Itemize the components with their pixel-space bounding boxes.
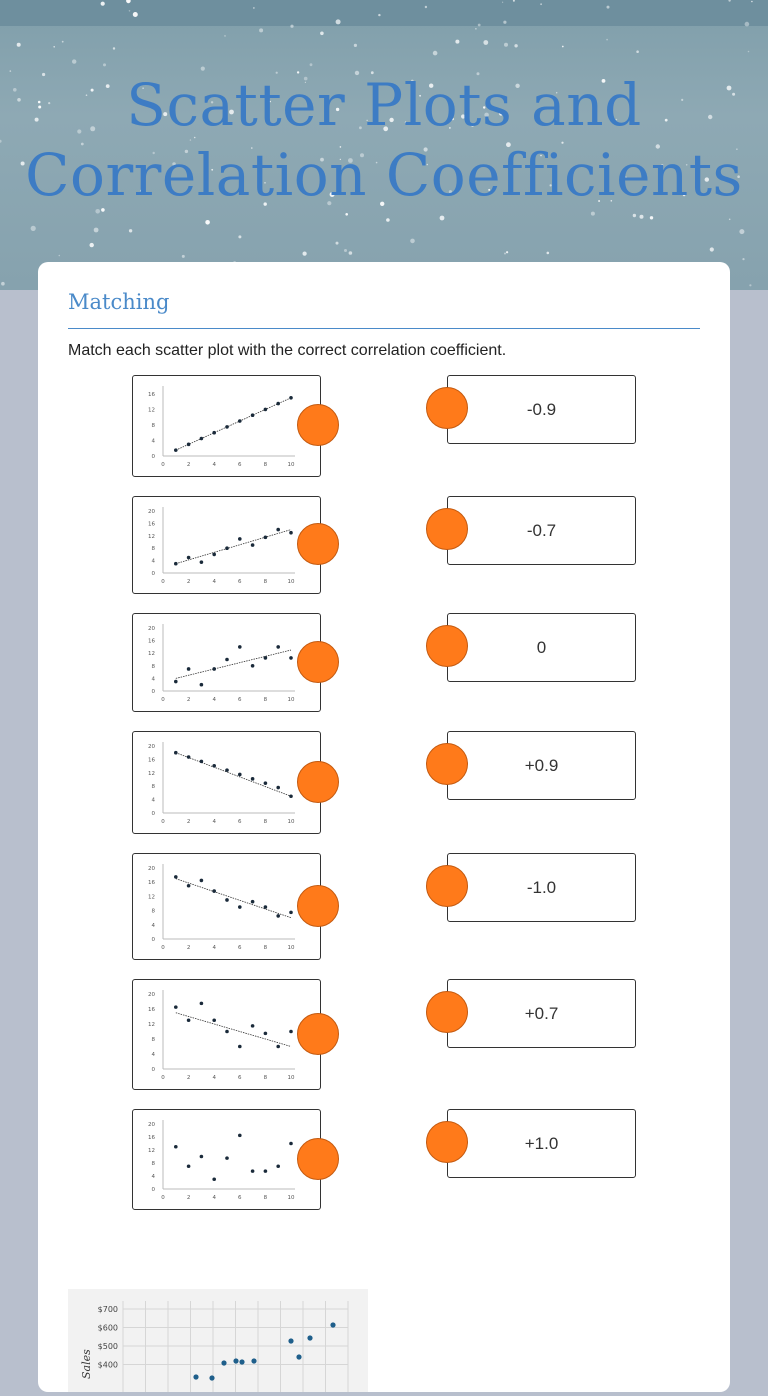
- scatter-plot-3: [133, 614, 320, 711]
- y-tick-label: $400: [97, 1360, 118, 1370]
- x-tick-label: 10: [287, 462, 295, 468]
- x-tick-label: 4: [212, 462, 216, 468]
- y-tick-label: 12: [148, 894, 155, 901]
- y-tick-label: 20: [148, 744, 155, 750]
- trend-line: [176, 1013, 291, 1047]
- data-point: [289, 531, 293, 535]
- data-point: [200, 760, 204, 764]
- y-tick-label: 16: [148, 1007, 155, 1013]
- snowflake: [1, 282, 5, 286]
- data-point: [212, 764, 216, 768]
- x-tick-label: 0: [161, 945, 165, 951]
- trend-line: [176, 753, 291, 797]
- snowflake: [349, 251, 353, 255]
- data-point: [200, 437, 204, 441]
- snowflake: [547, 252, 550, 255]
- x-tick-label: 0: [161, 697, 165, 703]
- x-tick-label: 10: [287, 1075, 295, 1081]
- answer-card-2[interactable]: [447, 496, 636, 565]
- scatter-plot-2: [133, 497, 320, 593]
- x-tick-label: 10: [287, 697, 295, 703]
- snowflake: [31, 226, 36, 231]
- match-handle-plot-7[interactable]: [297, 1138, 339, 1180]
- data-point: [238, 419, 242, 423]
- data-point: [221, 1360, 226, 1365]
- data-point: [212, 889, 216, 893]
- data-point: [238, 537, 242, 541]
- snowflake: [504, 253, 506, 255]
- data-point: [187, 667, 191, 671]
- data-point: [187, 884, 191, 888]
- answer-card-3[interactable]: [447, 613, 636, 682]
- data-point: [238, 645, 242, 649]
- data-point: [251, 777, 255, 781]
- snowflake: [606, 39, 608, 41]
- data-point: [276, 645, 280, 649]
- data-point: [251, 1358, 256, 1363]
- snowflake: [478, 24, 481, 27]
- y-tick-label: 16: [148, 757, 155, 764]
- x-tick-label: 4: [212, 1075, 216, 1081]
- match-handle-plot-5[interactable]: [297, 885, 339, 927]
- x-tick-label: 10: [287, 579, 295, 585]
- page-title: Scatter Plots and Correlation Coefficients: [25, 71, 743, 209]
- snowflake: [62, 41, 64, 43]
- trend-line: [176, 398, 291, 450]
- data-point: [289, 396, 293, 400]
- x-tick-label: 4: [212, 697, 216, 703]
- y-tick-label: 20: [148, 866, 155, 872]
- y-tick-label: 12: [148, 651, 155, 658]
- snowflake: [729, 219, 731, 221]
- match-handle-plot-6[interactable]: [297, 1013, 339, 1055]
- snowflake: [303, 252, 307, 256]
- y-tick-label: 8: [151, 422, 155, 429]
- y-tick-label: 0: [151, 1187, 155, 1193]
- snowflake: [354, 44, 357, 47]
- scatter-plot-card-1[interactable]: [132, 375, 321, 477]
- data-point: [174, 562, 178, 566]
- x-tick-label: 4: [212, 1195, 216, 1201]
- x-tick-label: 8: [263, 945, 268, 951]
- snowflake: [748, 51, 750, 53]
- y-tick-label: 16: [148, 391, 155, 398]
- snowflake: [636, 50, 639, 53]
- answer-card-7[interactable]: [447, 1109, 636, 1178]
- data-point: [200, 1002, 204, 1006]
- data-point: [200, 560, 204, 564]
- scatter-plot-card-5[interactable]: [132, 853, 321, 960]
- y-tick-label: 20: [148, 626, 155, 632]
- snowflake: [17, 43, 21, 47]
- y-tick-label: 12: [148, 1148, 155, 1154]
- x-tick-label: 0: [161, 1195, 165, 1201]
- x-tick-label: 2: [186, 945, 191, 951]
- data-point: [239, 1359, 244, 1364]
- x-tick-label: 6: [238, 1195, 242, 1201]
- snowflake: [607, 6, 610, 9]
- x-tick-label: 2: [186, 579, 191, 585]
- section-divider: [68, 328, 700, 329]
- snowflake: [182, 255, 185, 258]
- data-point: [264, 408, 268, 412]
- x-tick-label: 8: [263, 1195, 268, 1201]
- y-tick-label: 0: [151, 454, 155, 460]
- x-tick-label: 2: [186, 1195, 191, 1201]
- snowflake: [728, 0, 730, 2]
- snowflake: [336, 19, 341, 24]
- y-tick-label: 20: [148, 509, 155, 515]
- y-tick-label: 4: [151, 1052, 155, 1058]
- y-tick-label: 12: [148, 407, 155, 414]
- scatter-plot-4: [133, 732, 320, 833]
- x-tick-label: 8: [263, 819, 268, 825]
- y-tick-label: 0: [151, 937, 155, 943]
- snowflake: [320, 32, 324, 36]
- snowflake: [440, 216, 445, 221]
- data-point: [251, 413, 255, 417]
- snowflake: [129, 229, 132, 232]
- data-point: [225, 898, 229, 902]
- match-handle-answer-3[interactable]: [426, 625, 468, 667]
- trend-line: [176, 530, 291, 564]
- data-point: [174, 1145, 178, 1149]
- snowflake: [59, 255, 61, 257]
- data-point: [238, 905, 242, 909]
- x-tick-label: 4: [212, 579, 216, 585]
- data-point: [264, 905, 268, 909]
- bottom-scatter-chart: [68, 1289, 368, 1392]
- data-point: [174, 875, 178, 879]
- scatter-plot-card-4[interactable]: [132, 731, 321, 834]
- snowflake: [475, 28, 477, 30]
- match-handle-plot-4[interactable]: [297, 761, 339, 803]
- scatter-plot-6: [133, 980, 320, 1089]
- snowflake: [425, 6, 427, 8]
- data-point: [251, 664, 255, 668]
- answer-label: -1.0: [526, 878, 557, 897]
- snowflake: [742, 258, 744, 260]
- snowflake: [103, 63, 106, 66]
- x-tick-label: 10: [287, 819, 295, 825]
- y-tick-label: 0: [151, 571, 155, 577]
- y-tick-label: 8: [151, 663, 155, 670]
- y-tick-label: 8: [151, 1161, 155, 1167]
- x-tick-label: 8: [263, 697, 268, 703]
- snowflake: [72, 59, 76, 63]
- snowflake: [238, 235, 241, 238]
- y-tick-label: 20: [148, 1122, 155, 1128]
- data-point: [187, 1018, 191, 1022]
- x-tick-label: 2: [186, 462, 191, 468]
- data-point: [289, 794, 293, 798]
- data-point: [276, 1164, 280, 1168]
- x-tick-label: 2: [186, 697, 191, 703]
- snowflake: [506, 251, 508, 253]
- match-handle-plot-3[interactable]: [297, 641, 339, 683]
- x-tick-label: 10: [287, 945, 295, 951]
- data-point: [296, 1354, 301, 1359]
- y-tick-label: 12: [148, 533, 155, 540]
- snowflake: [290, 25, 293, 28]
- data-point: [212, 553, 216, 557]
- x-tick-label: 6: [238, 697, 242, 703]
- answer-label: 0: [536, 638, 547, 657]
- y-tick-label: 20: [148, 992, 155, 998]
- y-tick-label: 16: [148, 880, 155, 887]
- snowflake: [378, 14, 380, 16]
- x-tick-label: 6: [238, 462, 242, 468]
- snowflake: [710, 247, 714, 251]
- y-tick-label: 16: [148, 521, 155, 528]
- snowflake: [433, 51, 438, 56]
- y-tick-label: $600: [97, 1323, 118, 1333]
- snowflake: [540, 3, 542, 5]
- data-point: [276, 528, 280, 532]
- data-point: [187, 556, 191, 560]
- data-point: [212, 667, 216, 671]
- x-tick-label: 6: [238, 819, 242, 825]
- x-tick-label: 8: [263, 579, 268, 585]
- answer-label: -0.9: [526, 400, 557, 419]
- x-tick-label: 0: [161, 579, 165, 585]
- data-point: [193, 1374, 198, 1379]
- header-banner: [0, 0, 768, 290]
- y-tick-label: $500: [97, 1342, 118, 1351]
- x-tick-label: 10: [287, 1195, 295, 1201]
- data-point: [330, 1322, 335, 1327]
- data-point: [187, 755, 191, 759]
- snowflake: [113, 47, 115, 49]
- match-handle-answer-7[interactable]: [426, 1121, 468, 1163]
- x-tick-label: 2: [186, 1075, 191, 1081]
- instructions: Match each scatter plot with the correct correlation coefficient.: [68, 342, 507, 359]
- answer-card-5[interactable]: [447, 853, 636, 922]
- snowflake: [591, 212, 595, 216]
- snowflake: [386, 218, 390, 222]
- data-point: [225, 1030, 229, 1034]
- data-point: [225, 546, 229, 550]
- data-point: [289, 1030, 293, 1034]
- y-tick-label: 16: [148, 638, 155, 645]
- x-tick-label: 6: [238, 579, 242, 585]
- data-point: [233, 1358, 238, 1363]
- snowflake: [504, 43, 508, 47]
- answer-label: +0.9: [524, 756, 559, 775]
- match-handle-plot-1[interactable]: [297, 404, 339, 446]
- x-tick-label: 4: [212, 945, 216, 951]
- data-point: [276, 914, 280, 918]
- data-point: [212, 431, 216, 435]
- y-tick-label: 8: [151, 908, 155, 915]
- answer-label: +0.7: [524, 1004, 559, 1023]
- data-point: [264, 1032, 268, 1036]
- scatter-plot-card-7[interactable]: [132, 1109, 321, 1210]
- snowflake: [410, 239, 415, 244]
- y-axis-label: Sales: [80, 1349, 93, 1379]
- match-handle-answer-4[interactable]: [426, 743, 468, 785]
- snowflake: [751, 1, 753, 3]
- y-tick-label: 16: [148, 1135, 155, 1141]
- data-point: [264, 536, 268, 540]
- snowflake: [259, 28, 263, 32]
- y-tick-label: 0: [151, 1067, 155, 1073]
- section-title: Matching: [68, 290, 170, 314]
- bottom-scatter-image: [68, 1289, 368, 1392]
- scatter-plot-1: [133, 376, 320, 476]
- snowflake: [503, 21, 506, 24]
- x-tick-label: 8: [263, 1075, 268, 1081]
- snowflake: [129, 10, 131, 12]
- x-tick-label: 6: [238, 1075, 242, 1081]
- snowflake: [253, 7, 254, 8]
- y-tick-label: 4: [151, 676, 155, 683]
- data-point: [174, 751, 178, 755]
- data-point: [238, 1134, 242, 1138]
- snowflake: [126, 0, 131, 3]
- answer-label: -0.7: [526, 521, 557, 540]
- snowflake: [101, 2, 105, 6]
- x-tick-label: 4: [212, 819, 216, 825]
- y-tick-label: 0: [151, 811, 155, 817]
- data-point: [251, 543, 255, 547]
- x-tick-label: 2: [186, 819, 191, 825]
- worksheet-card: [38, 262, 730, 1392]
- data-point: [225, 658, 229, 662]
- snowflake: [94, 228, 99, 233]
- snowflake: [345, 213, 348, 216]
- answer-label: +1.0: [524, 1134, 559, 1153]
- y-tick-label: 4: [151, 438, 155, 445]
- data-point: [289, 1142, 293, 1146]
- snowflake: [483, 40, 488, 45]
- data-point: [187, 1164, 191, 1168]
- scatter-plot-5: [133, 854, 320, 959]
- y-tick-label: 8: [151, 546, 155, 553]
- snowflake: [310, 63, 313, 66]
- snowflake: [739, 229, 744, 234]
- data-point: [307, 1335, 312, 1340]
- snowflake: [53, 46, 55, 48]
- data-point: [276, 402, 280, 406]
- y-tick-label: 4: [151, 797, 155, 804]
- answer-card-6[interactable]: [447, 979, 636, 1048]
- y-tick-label: 12: [148, 770, 155, 777]
- answer-card-4[interactable]: [447, 731, 636, 800]
- snowflake: [205, 220, 210, 225]
- y-tick-label: 0: [151, 689, 155, 695]
- data-point: [200, 879, 204, 883]
- trend-line: [176, 879, 291, 918]
- data-point: [174, 680, 178, 684]
- data-point: [238, 1045, 242, 1049]
- x-tick-label: 0: [161, 462, 165, 468]
- snowflake: [633, 214, 636, 217]
- data-point: [225, 425, 229, 429]
- scatter-plot-card-2[interactable]: [132, 496, 321, 594]
- trend-line: [176, 650, 291, 678]
- snowflake: [513, 0, 515, 2]
- snowflake: [640, 215, 644, 219]
- data-point: [251, 1169, 255, 1173]
- x-tick-label: 6: [238, 945, 242, 951]
- y-tick-label: 4: [151, 1174, 155, 1180]
- y-tick-label: 8: [151, 1037, 155, 1043]
- data-point: [289, 911, 293, 915]
- match-handle-answer-5[interactable]: [426, 865, 468, 907]
- data-point: [212, 1177, 216, 1181]
- data-point: [200, 683, 204, 687]
- y-tick-label: 8: [151, 784, 155, 791]
- match-handle-answer-6[interactable]: [426, 991, 468, 1033]
- y-tick-label: 12: [148, 1022, 155, 1028]
- data-point: [276, 786, 280, 790]
- snowflake: [455, 40, 459, 44]
- data-point: [289, 656, 293, 660]
- match-handle-answer-1[interactable]: [426, 387, 468, 429]
- data-point: [251, 900, 255, 904]
- data-point: [225, 1156, 229, 1160]
- data-point: [238, 773, 242, 777]
- x-tick-label: 8: [263, 462, 268, 468]
- snowflake: [133, 12, 138, 17]
- scatter-plot-card-6[interactable]: [132, 979, 321, 1090]
- match-handle-answer-2[interactable]: [426, 508, 468, 550]
- x-tick-label: 0: [161, 819, 165, 825]
- snowflake: [749, 284, 751, 286]
- data-point: [264, 781, 268, 785]
- data-point: [276, 1045, 280, 1049]
- x-tick-label: 0: [161, 1075, 165, 1081]
- data-point: [264, 1169, 268, 1173]
- data-point: [187, 443, 191, 447]
- y-tick-label: 4: [151, 922, 155, 929]
- data-point: [174, 448, 178, 452]
- snowflake: [650, 216, 653, 219]
- data-point: [264, 656, 268, 660]
- y-tick-label: $700: [97, 1305, 118, 1314]
- data-point: [225, 768, 229, 772]
- data-point: [174, 1005, 178, 1009]
- match-handle-plot-2[interactable]: [297, 523, 339, 565]
- snowflake: [344, 249, 347, 252]
- snowflake: [745, 22, 750, 27]
- snowflake: [90, 243, 94, 247]
- snowflake: [562, 46, 564, 48]
- snowflake: [224, 35, 226, 37]
- data-point: [212, 1018, 216, 1022]
- scatter-plot-card-3[interactable]: [132, 613, 321, 712]
- scatter-plot-7: [133, 1110, 320, 1209]
- y-tick-label: 4: [151, 558, 155, 565]
- data-point: [200, 1155, 204, 1159]
- data-point: [288, 1338, 293, 1343]
- snowflake: [502, 2, 503, 3]
- snowflake: [514, 44, 517, 47]
- snowflake: [336, 242, 339, 245]
- answer-card-1[interactable]: [447, 375, 636, 444]
- data-point: [251, 1024, 255, 1028]
